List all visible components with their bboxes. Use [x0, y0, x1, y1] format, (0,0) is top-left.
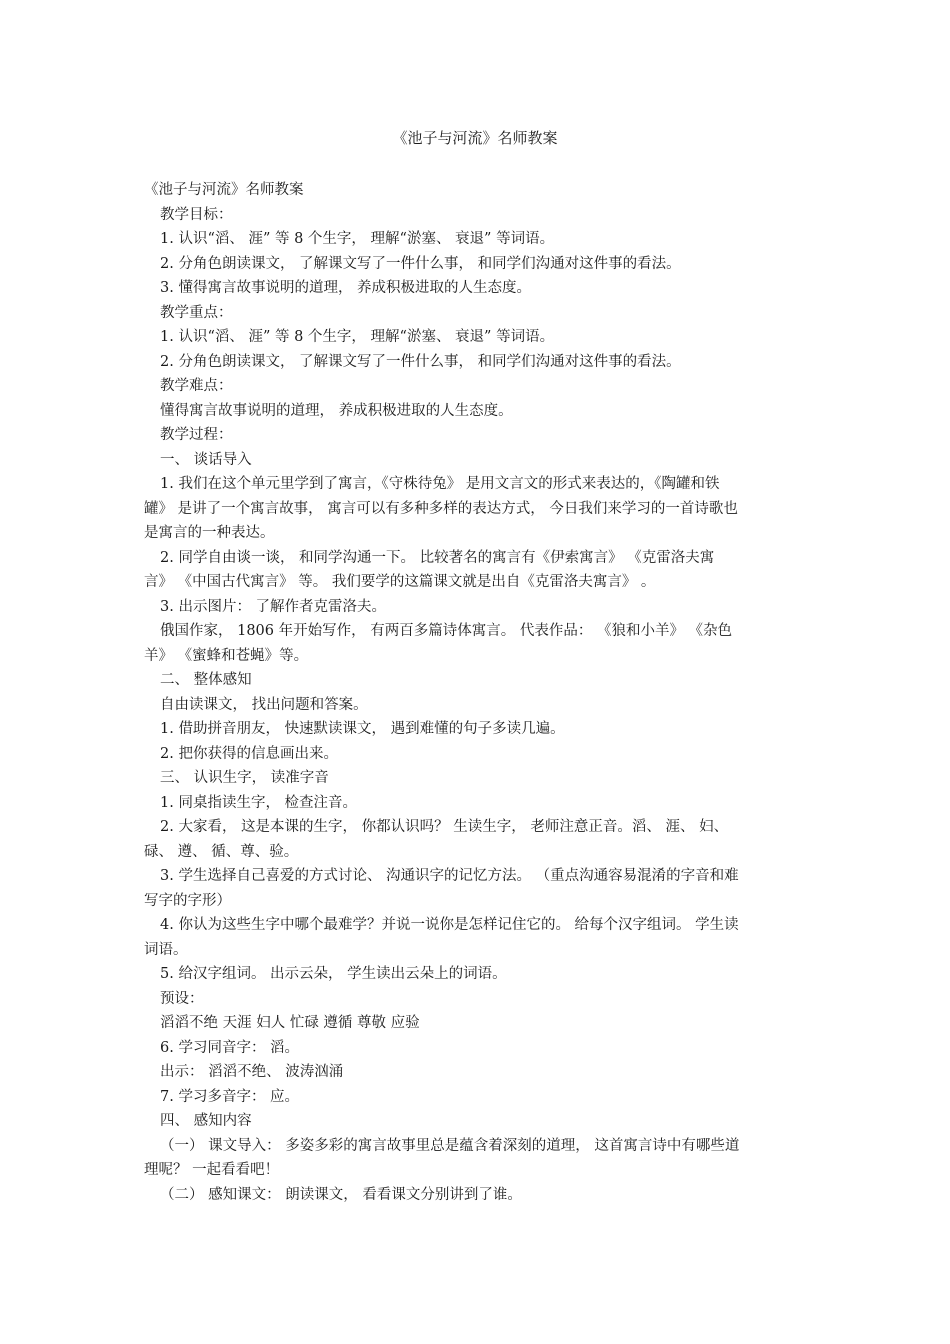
text-line: 出示： 滔滔不绝、 波涛汹涌	[160, 1064, 344, 1080]
text-line: 1. 我们在这个单元里学到了寓言，《守株待兔》 是用文言文的形式来表达的，《陶罐和铁	[160, 476, 720, 492]
text-line: 俄国作家， 1806 年开始写作， 有两百多篇诗体寓言。 代表作品： 《狼和小羊》 《杂色	[160, 623, 733, 639]
page-title: 《池子与河流》名师教案	[392, 129, 558, 147]
text-line: 教学目标：	[160, 206, 233, 223]
text-line: 《池子与河流》名师教案	[144, 182, 304, 198]
text-line: 理呢？ 一起看看吧！	[144, 1162, 280, 1178]
text-line: 预设：	[160, 990, 204, 1007]
text-line: 2. 同学自由谈一谈， 和同学沟通一下。 比较著名的寓言有《伊索寓言》 《克雷洛夫寓	[160, 549, 715, 566]
text-line: 三、 认识生字， 读准字音	[160, 770, 329, 786]
text-line: 1. 同桌指读生字， 检查注音。	[160, 794, 358, 811]
text-line: 四、 感知内容	[160, 1113, 252, 1129]
text-line: 羊》 《蜜蜂和苍蝇》等。	[144, 647, 309, 664]
text-line: 2. 分角色朗读课文， 了解课文写了一件什么事， 和同学们沟通对这件事的看法。	[160, 353, 681, 370]
text-line: 5. 给汉字组词。 出示云朵， 学生读出云朵上的词语。	[160, 966, 507, 982]
text-line: 6. 学习同音字： 滔。	[160, 1039, 300, 1056]
text-line: 2. 分角色朗读课文， 了解课文写了一件什么事， 和同学们沟通对这件事的看法。	[160, 255, 681, 272]
text-line: 3. 懂得寓言故事说明的道理， 养成积极进取的人生态度。	[160, 280, 532, 296]
text-line: 1. 借助拼音朋友， 快速默读课文， 遇到难懂的句子多读几遍。	[160, 721, 565, 737]
text-line: 教学难点：	[160, 378, 233, 394]
text-line: 1. 认识“滔、 涯” 等 8 个生字， 理解“淤塞、 衰退” 等词语。	[160, 329, 555, 345]
text-line: 2. 大家看， 这是本课的生字， 你都认识吗？ 生读生字， 老师注意正音。滔、 涯、 妇、	[160, 819, 729, 835]
text-line: 4. 你认为这些生字中哪个最难学？并说一说你是怎样记住它的。 给每个汉字组词。 学生读	[160, 917, 739, 933]
text-line: 罐》 是讲了一个寓言故事， 寓言可以有多种多样的表达方式， 今日我们来学习的一首诗歌也	[144, 500, 738, 517]
text-line: 词语。	[144, 941, 188, 958]
text-line: 滔滔不绝 天涯 妇人 忙碌 遵循 尊敬 应验	[160, 1015, 420, 1031]
text-line: 自由读课文， 找出问题和答案。	[160, 696, 368, 713]
text-line: 写字的字形）	[144, 892, 231, 909]
text-line: 3. 学生选择自己喜爱的方式讨论、 沟通识字的记忆方法。 （重点沟通容易混淆的字音和难	[160, 868, 739, 884]
text-line: 教学重点：	[160, 304, 233, 321]
text-line: 1. 认识“滔、 涯” 等 8 个生字， 理解“淤塞、 衰退” 等词语。	[160, 231, 555, 247]
text-line: 3. 出示图片： 了解作者克雷洛夫。	[160, 598, 387, 615]
text-line: 2. 把你获得的信息画出来。	[160, 745, 338, 762]
text-line: 二、 整体感知	[160, 672, 252, 688]
document-body	[144, 178, 812, 1207]
text-line: 碌、 遵、 循、尊、验。	[144, 843, 299, 860]
text-line: 言》 《中国古代寓言》 等。 我们要学的这篇课文就是出自《克雷洛夫寓言》 。	[144, 574, 656, 590]
text-line: 7. 学习多音字： 应。	[160, 1088, 300, 1105]
text-line: 一、 谈话导入	[160, 451, 252, 468]
text-line: 是寓言的一种表达。	[144, 525, 275, 541]
text-line: 懂得寓言故事说明的道理， 养成积极进取的人生态度。	[160, 402, 513, 419]
text-line: （一） 课文导入： 多姿多彩的寓言故事里总是蕴含着深刻的道理， 这首寓言诗中有哪些道	[160, 1137, 740, 1154]
text-line: 教学过程：	[160, 427, 233, 443]
text-line: （二） 感知课文： 朗读课文， 看看课文分别讲到了谁。	[160, 1186, 522, 1203]
